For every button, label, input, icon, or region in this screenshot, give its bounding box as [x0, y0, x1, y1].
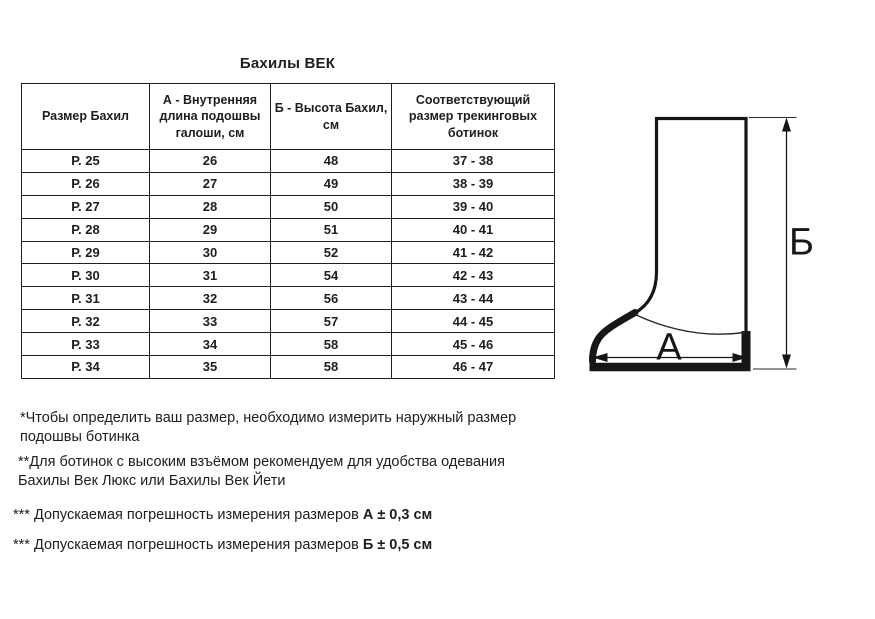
- table-cell: 56: [271, 287, 392, 310]
- footnote-tolerance-a: *** Допускаемая погрешность измерения размеров А ± 0,3 см: [13, 507, 433, 523]
- table-row: [22, 172, 555, 195]
- table-row: [22, 150, 555, 173]
- table-cell: Р. 30: [22, 264, 150, 287]
- galosh-front-edge: [593, 313, 636, 362]
- table-cell: 30: [150, 241, 271, 264]
- column-header: Соответствующий размер трекинговых ботинок: [392, 84, 555, 150]
- column-header: Размер Бахил: [22, 84, 150, 150]
- dimension-b-arrowhead-bottom: [782, 355, 791, 369]
- table-cell: 32: [150, 287, 271, 310]
- table-cell: 34: [150, 333, 271, 356]
- dimension-a-label: А: [656, 326, 682, 369]
- table-cell: Р. 28: [22, 218, 150, 241]
- page-title: Бахилы ВЕК: [239, 55, 336, 72]
- table-cell: 52: [271, 241, 392, 264]
- boot-diagram: [580, 90, 875, 390]
- table-cell: 58: [271, 356, 392, 379]
- footnote-high-instep: **Для ботинок с высоким взъёмом рекомендуем для удобства одевания Бахилы Век Люкс или Бахилы Век Йети: [18, 454, 505, 489]
- footnote-measure-size: *Чтобы определить ваш размер, необходимо измерить наружный размер подошвы ботинка: [20, 410, 517, 445]
- dimension-b-label: Б: [789, 221, 814, 264]
- table-cell: 43 - 44: [392, 287, 555, 310]
- galosh-seam-line: [635, 315, 745, 335]
- table-row: [22, 356, 555, 379]
- table-cell: Р. 29: [22, 241, 150, 264]
- table-row: [22, 310, 555, 333]
- table-row: [22, 241, 555, 264]
- table-cell: 37 - 38: [392, 150, 555, 173]
- table-cell: Р. 33: [22, 333, 150, 356]
- table-cell: Р. 25: [22, 150, 150, 173]
- table-cell: 57: [271, 310, 392, 333]
- table-cell: 33: [150, 310, 271, 333]
- dimension-b-arrowhead-top: [782, 118, 791, 132]
- table-cell: 31: [150, 264, 271, 287]
- table-cell: 26: [150, 150, 271, 173]
- table-cell: 35: [150, 356, 271, 379]
- table-cell: 38 - 39: [392, 172, 555, 195]
- table-cell: 44 - 45: [392, 310, 555, 333]
- table-row: [22, 333, 555, 356]
- boot-outline: [634, 119, 746, 335]
- table-cell: 46 - 47: [392, 356, 555, 379]
- table-cell: 48: [271, 150, 392, 173]
- table-cell: 58: [271, 333, 392, 356]
- table-row: [22, 218, 555, 241]
- table-row: [22, 264, 555, 287]
- table-cell: 29: [150, 218, 271, 241]
- table-body: [22, 150, 555, 379]
- size-table: [21, 83, 555, 379]
- table-cell: 40 - 41: [392, 218, 555, 241]
- header-row: [22, 84, 555, 150]
- table-cell: 45 - 46: [392, 333, 555, 356]
- table-cell: 51: [271, 218, 392, 241]
- table-cell: 28: [150, 195, 271, 218]
- footnote-tolerance-b: *** Допускаемая погрешность измерения размеров Б ± 0,5 см: [13, 537, 433, 553]
- table-cell: Р. 34: [22, 356, 150, 379]
- table-cell: 50: [271, 195, 392, 218]
- column-header: Б - Высота Бахил, см: [271, 84, 392, 150]
- table-cell: 54: [271, 264, 392, 287]
- table-cell: 41 - 42: [392, 241, 555, 264]
- table-cell: 39 - 40: [392, 195, 555, 218]
- table-cell: Р. 27: [22, 195, 150, 218]
- table-row: [22, 195, 555, 218]
- table-cell: Р. 26: [22, 172, 150, 195]
- table-cell: 27: [150, 172, 271, 195]
- table-cell: 49: [271, 172, 392, 195]
- column-header: А - Внутренняя длина подошвы галоши, см: [150, 84, 271, 150]
- table-header: [22, 84, 555, 150]
- table-cell: Р. 32: [22, 310, 150, 333]
- table-row: [22, 287, 555, 310]
- table-cell: 42 - 43: [392, 264, 555, 287]
- table-cell: Р. 31: [22, 287, 150, 310]
